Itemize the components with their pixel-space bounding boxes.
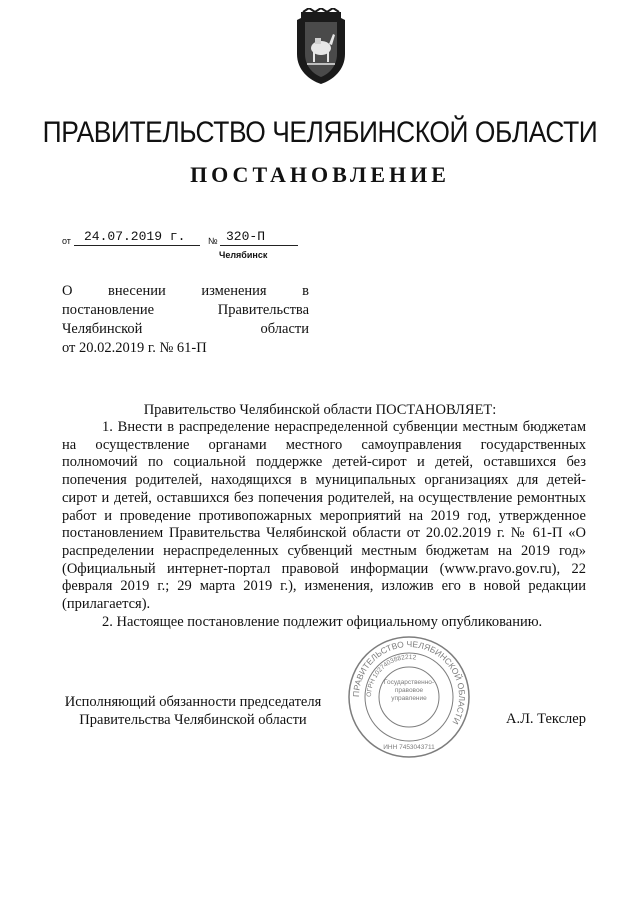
number-underline bbox=[220, 245, 298, 246]
document-subject bbox=[62, 282, 309, 358]
signatory-name: А.Л. Текслер bbox=[506, 711, 586, 727]
document-body bbox=[62, 419, 586, 631]
date-prefix: от bbox=[62, 236, 71, 246]
preamble: Правительство Челябинской области ПОСТАНОВЛЯЕТ: bbox=[143, 402, 497, 418]
signatory-position bbox=[62, 693, 324, 729]
document-date: 24.07.2019 г. bbox=[84, 229, 186, 244]
paragraph-1: 1. Внести в распределение нераспределенной субвенции местным бюджетам на осуществление органами местного самоуправления государственных полномочий по социальной поддержке детей-сирот и детей, оставшихся без попечения родителей, находящихся в муниципальных организациях для детей-сирот и детей, оставшихся без попечения родителей, на осуществление ремонтных работ и проведение противопожарных мероприятий на 2019 год, утвержденное постановлением Правительства Челябинской области от 20.02.2019 г. № 61-П «О распределении нераспределенных субвенций местным бюджетам на 2019 год» (Официальный интернет-портал правовой информации (www.pravo.gov.ru), 22 февраля 2019 г.; 29 марта 2019 г.), изменения, изложив его в новой редакции (прилагается). bbox=[62, 419, 586, 613]
document-number: 320-П bbox=[226, 229, 266, 244]
official-seal-icon bbox=[345, 633, 473, 761]
position-line-1: Исполняющий обязанности председателя bbox=[64, 694, 322, 710]
subject-line: О внесении изменения в bbox=[62, 283, 309, 299]
subject-line: постановление Правительства bbox=[62, 302, 309, 318]
position-line-2: Правительства Челябинской области bbox=[79, 712, 307, 728]
city-label: Челябинск bbox=[219, 250, 268, 260]
seal-inn-text: ИНН 7453043711 bbox=[383, 744, 435, 751]
date-underline bbox=[74, 245, 200, 246]
subject-line: от 20.02.2019 г. № 61-П bbox=[62, 340, 207, 356]
seal-ring-text: ПРАВИТЕЛЬСТВО ЧЕЛЯБИНСКОЙ ОБЛАСТИ bbox=[350, 638, 468, 727]
document-type: ПОСТАНОВЛЕНИЕ bbox=[190, 162, 450, 187]
government-title: ПРАВИТЕЛЬСТВО ЧЕЛЯБИНСКОЙ ОБЛАСТИ bbox=[42, 116, 598, 149]
coat-of-arms-icon bbox=[293, 8, 349, 86]
number-prefix: № bbox=[208, 236, 218, 246]
seal-ogrn-text: ОГРН 1027403882212 bbox=[365, 653, 417, 698]
seal-inner-text: Государственно-правовое управление bbox=[383, 679, 435, 702]
subject-line: Челябинской области bbox=[62, 321, 309, 337]
paragraph-2: 2. Настоящее постановление подлежит официальному опубликованию. bbox=[102, 613, 543, 630]
